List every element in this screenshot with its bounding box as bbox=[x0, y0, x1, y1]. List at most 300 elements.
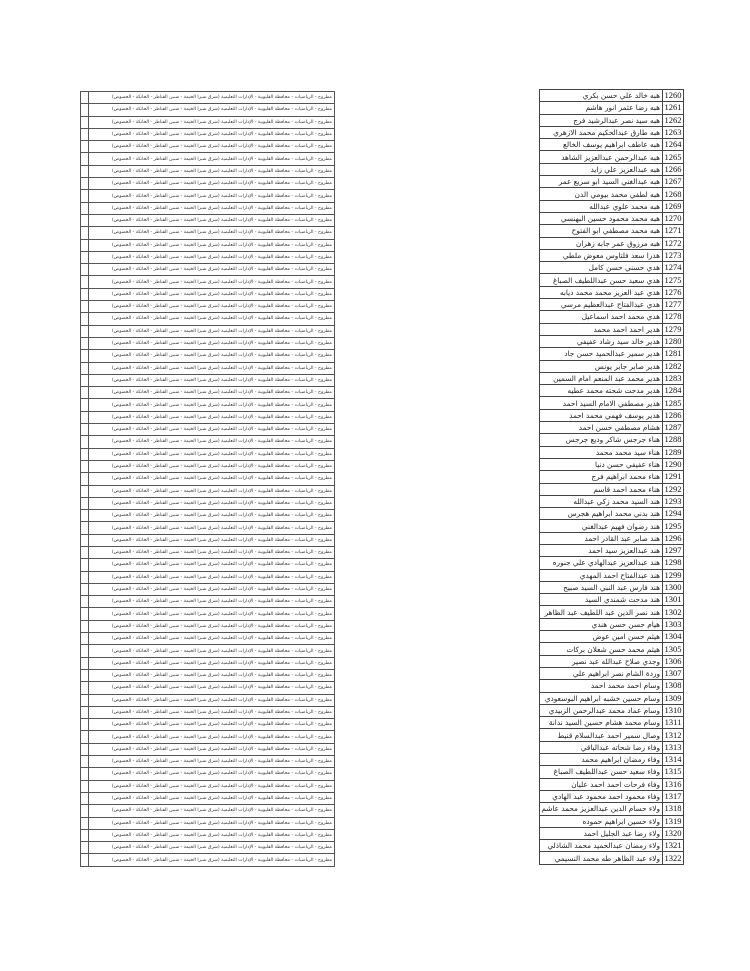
table-row bbox=[540, 348, 684, 360]
table-row bbox=[540, 655, 684, 667]
empty-cell bbox=[81, 756, 89, 768]
empty-cell bbox=[81, 854, 89, 866]
table-row bbox=[540, 360, 684, 372]
serial-number-cell: 1300 bbox=[664, 582, 682, 593]
serial-number-cell: 1274 bbox=[664, 262, 682, 273]
person-name-cell: هناء محمد ابراهيم فرج bbox=[540, 471, 663, 483]
empty-cell bbox=[81, 473, 89, 485]
assignment-cell: مطروح - الرياضيات - محافظة القليوبية - الإدارات التعليمية (شرق شبرا الخيمة - شبين القناطر - الخانكة - الخصوص) bbox=[89, 497, 335, 509]
empty-cell bbox=[81, 829, 89, 841]
person-name-cell: وسام احمد محمد احمد bbox=[540, 680, 663, 692]
person-name-cell: وسام محمد هشام حسين السيد ندانة bbox=[540, 717, 663, 729]
table-row bbox=[81, 756, 335, 768]
table-row bbox=[540, 200, 684, 212]
table-row bbox=[81, 92, 335, 104]
person-name-cell: هند صابر عبد القادر احمد bbox=[540, 532, 663, 544]
empty-cell bbox=[81, 669, 89, 681]
assignment-cell: مطروح - الرياضيات - محافظة القليوبية - الإدارات التعليمية (شرق شبرا الخيمة - شبين القناطر - الخانكة - الخصوص) bbox=[89, 251, 335, 263]
person-name-cell: ولاء حسين ابراهيم حموده bbox=[540, 815, 663, 827]
assignment-cell: مطروح - الرياضيات - محافظة القليوبية - الإدارات التعليمية (شرق شبرا الخيمة - شبين القناطر - الخانكة - الخصوص) bbox=[89, 350, 335, 362]
empty-cell bbox=[81, 719, 89, 731]
table-row bbox=[540, 840, 684, 852]
table-row bbox=[81, 792, 335, 804]
table-row bbox=[81, 510, 335, 522]
empty-cell bbox=[81, 559, 89, 571]
person-name-cell: هند نصر الدين عبد اللطيف عبد الظاهر bbox=[540, 606, 663, 618]
person-name-cell: هناء محمد احمد قاسم bbox=[540, 483, 663, 495]
serial-number-cell: 1289 bbox=[664, 446, 682, 457]
person-name-cell: هبه عاطف ابراهيم يوسف الخالع bbox=[540, 139, 663, 151]
person-name-cell: وجدي صلاح عبدالله عبد نصير bbox=[540, 655, 663, 667]
assignment-cell: مطروح - الرياضيات - محافظة القليوبية - الإدارات التعليمية (شرق شبرا الخيمة - شبين القناطر - الخانكة - الخصوص) bbox=[89, 596, 335, 608]
assignment-cell: مطروح - الرياضيات - محافظة القليوبية - الإدارات التعليمية (شرق شبرا الخيمة - شبين القناطر - الخانكة - الخصوص) bbox=[89, 694, 335, 706]
table-row bbox=[540, 778, 684, 790]
serial-number-cell: 1301 bbox=[664, 594, 682, 605]
assignment-cell: مطروح - الرياضيات - محافظة القليوبية - الإدارات التعليمية (شرق شبرا الخيمة - شبين القناطر - الخانكة - الخصوص) bbox=[89, 669, 335, 681]
person-name-cell: هدي عبد العزيز محمد محمد ديابه bbox=[540, 286, 663, 298]
table-row bbox=[81, 227, 335, 239]
serial-number-cell: 1316 bbox=[664, 778, 682, 789]
serial-number-cell: 1313 bbox=[664, 741, 682, 752]
person-name-cell: هدير يوسف فهمي محمد احمد bbox=[540, 409, 663, 421]
table-row bbox=[81, 571, 335, 583]
assignment-cell: مطروح - الرياضيات - محافظة القليوبية - الإدارات التعليمية (شرق شبرا الخيمة - شبين القناطر - الخانكة - الخصوص) bbox=[89, 842, 335, 854]
table-row bbox=[81, 448, 335, 460]
empty-cell bbox=[81, 546, 89, 558]
assignment-cell: مطروح - الرياضيات - محافظة القليوبية - الإدارات التعليمية (شرق شبرا الخيمة - شبين القناطر - الخانكة - الخصوص) bbox=[89, 362, 335, 374]
assignment-cell: مطروح - الرياضيات - محافظة القليوبية - الإدارات التعليمية (شرق شبرا الخيمة - شبين القناطر - الخانكة - الخصوص) bbox=[89, 214, 335, 226]
assignment-cell: مطروح - الرياضيات - محافظة القليوبية - الإدارات التعليمية (شرق شبرا الخيمة - شبين القناطر - الخانكة - الخصوص) bbox=[89, 768, 335, 780]
names-table bbox=[539, 89, 684, 865]
table-row bbox=[81, 706, 335, 718]
person-name-cell: ولاء رمضان عبدالحميد محمد الشاذلي bbox=[540, 840, 663, 852]
empty-cell bbox=[81, 301, 89, 313]
table-row bbox=[540, 335, 684, 347]
table-row bbox=[540, 790, 684, 802]
table-row bbox=[540, 299, 684, 311]
person-name-cell: هبه طارق عبدالحكيم محمد الازهري bbox=[540, 126, 663, 138]
serial-number-cell: 1271 bbox=[664, 225, 682, 236]
table-row bbox=[540, 237, 684, 249]
empty-cell bbox=[81, 313, 89, 325]
table-row bbox=[540, 176, 684, 188]
serial-number-cell: 1279 bbox=[664, 323, 682, 334]
serial-number-cell: 1267 bbox=[664, 176, 682, 187]
person-name-cell: هند السيد محمد زكي عبدالله bbox=[540, 495, 663, 507]
empty-cell bbox=[81, 399, 89, 411]
table-row bbox=[540, 704, 684, 716]
serial-number-cell: 1288 bbox=[664, 434, 682, 445]
table-row bbox=[540, 372, 684, 384]
empty-cell bbox=[81, 694, 89, 706]
serial-number-cell: 1270 bbox=[664, 213, 682, 224]
table-row bbox=[81, 251, 335, 263]
table-row bbox=[81, 842, 335, 854]
serial-number-cell: 1263 bbox=[664, 127, 682, 138]
person-name-cell: هند بدني محمد ابراهيم هجرس bbox=[540, 508, 663, 520]
serial-number-cell: 1284 bbox=[664, 385, 682, 396]
table-row bbox=[81, 497, 335, 509]
serial-number-cell: 1295 bbox=[664, 520, 682, 531]
serial-number-cell: 1320 bbox=[664, 827, 682, 838]
empty-cell bbox=[81, 264, 89, 276]
serial-number-cell: 1307 bbox=[664, 668, 682, 679]
table-row bbox=[81, 387, 335, 399]
serial-number-cell: 1311 bbox=[663, 717, 684, 729]
empty-cell bbox=[81, 768, 89, 780]
empty-cell bbox=[81, 276, 89, 288]
assignment-cell: مطروح - الرياضيات - محافظة القليوبية - الإدارات التعليمية (شرق شبرا الخيمة - شبين القناطر - الخانكة - الخصوص) bbox=[89, 485, 335, 497]
serial-number-cell: 1309 bbox=[664, 692, 682, 703]
empty-cell bbox=[81, 497, 89, 509]
serial-number-cell: 1283 bbox=[664, 372, 682, 383]
assignment-cell: مطروح - الرياضيات - محافظة القليوبية - الإدارات التعليمية (شرق شبرا الخيمة - شبين القناطر - الخانكة - الخصوص) bbox=[89, 633, 335, 645]
table-row bbox=[540, 569, 684, 581]
person-name-cell: وفاء رضا شحاته عبدالباقي bbox=[540, 741, 663, 753]
assignment-cell: مطروح - الرياضيات - محافظة القليوبية - الإدارات التعليمية (شرق شبرا الخيمة - شبين القناطر - الخانكة - الخصوص) bbox=[89, 608, 335, 620]
empty-cell bbox=[81, 682, 89, 694]
table-row bbox=[81, 620, 335, 632]
person-name-cell: هبه محمد محمود حسين البهنسي bbox=[540, 212, 663, 224]
empty-cell bbox=[81, 448, 89, 460]
assignment-cell: مطروح - الرياضيات - محافظة القليوبية - الإدارات التعليمية (شرق شبرا الخيمة - شبين القناطر - الخانكة - الخصوص) bbox=[89, 227, 335, 239]
empty-cell bbox=[81, 190, 89, 202]
empty-cell bbox=[81, 374, 89, 386]
empty-cell bbox=[81, 141, 89, 153]
person-name-cell: هبه عبدالغني السيد ابو سريع عمر bbox=[540, 176, 663, 188]
table-row bbox=[81, 694, 335, 706]
person-name-cell: هدي محمد احمد اسماعيل bbox=[540, 311, 663, 323]
table-row bbox=[540, 151, 684, 163]
empty-cell bbox=[81, 214, 89, 226]
table-row bbox=[81, 190, 335, 202]
table-row bbox=[81, 780, 335, 792]
assignment-cell: مطروح - الرياضيات - محافظة القليوبية - الإدارات التعليمية (شرق شبرا الخيمة - شبين القناطر - الخانكة - الخصوص) bbox=[89, 473, 335, 485]
table-row bbox=[81, 817, 335, 829]
assignment-cell: مطروح - الرياضيات - محافظة القليوبية - الإدارات التعليمية (شرق شبرا الخيمة - شبين القناطر - الخانكة - الخصوص) bbox=[89, 448, 335, 460]
serial-number-cell: 1306 bbox=[664, 655, 682, 666]
person-name-cell: هشام مصطفي حسن احمد bbox=[540, 422, 663, 434]
table-row bbox=[81, 325, 335, 337]
person-name-cell: وردة الشام نصر ابراهيم علي bbox=[540, 667, 663, 679]
assignment-cell: مطروح - الرياضيات - محافظة القليوبية - الإدارات التعليمية (شرق شبرا الخيمة - شبين القناطر - الخانكة - الخصوص) bbox=[89, 104, 335, 116]
table-row bbox=[81, 214, 335, 226]
table-row bbox=[81, 669, 335, 681]
person-name-cell: هند عبدالعزيز سيد احمد bbox=[540, 544, 663, 556]
serial-number-cell: 1303 bbox=[664, 618, 682, 629]
empty-cell bbox=[81, 842, 89, 854]
serial-number-cell: 1282 bbox=[664, 360, 682, 371]
assignment-cell: مطروح - الرياضيات - محافظة القليوبية - الإدارات التعليمية (شرق شبرا الخيمة - شبين القناطر - الخانكة - الخصوص) bbox=[89, 854, 335, 866]
person-name-cell: هبه مرزوق عمر جابه زهران bbox=[540, 237, 663, 249]
table-row bbox=[540, 827, 684, 839]
table-row bbox=[540, 741, 684, 753]
person-name-cell: هبه عبدالعزيز علي زايد bbox=[540, 163, 663, 175]
table-row bbox=[540, 114, 684, 126]
assignment-cell: مطروح - الرياضيات - محافظة القليوبية - الإدارات التعليمية (شرق شبرا الخيمة - شبين القناطر - الخانكة - الخصوص) bbox=[89, 510, 335, 522]
assignment-cell: مطروح - الرياضيات - محافظة القليوبية - الإدارات التعليمية (شرق شبرا الخيمة - شبين القناطر - الخانكة - الخصوص) bbox=[89, 780, 335, 792]
assignment-cell: مطروح - الرياضيات - محافظة القليوبية - الإدارات التعليمية (شرق شبرا الخيمة - شبين القناطر - الخانكة - الخصوص) bbox=[89, 325, 335, 337]
serial-number-cell: 1321 bbox=[664, 840, 682, 851]
table-row bbox=[81, 436, 335, 448]
empty-cell bbox=[81, 620, 89, 632]
assignment-cell: مطروح - الرياضيات - محافظة القليوبية - الإدارات التعليمية (شرق شبرا الخيمة - شبين القناطر - الخانكة - الخصوص) bbox=[89, 313, 335, 325]
empty-cell bbox=[81, 534, 89, 546]
person-name-cell: هدير احمد احمد محمد bbox=[540, 323, 663, 335]
assignment-cell: مطروح - الرياضيات - محافظة القليوبية - الإدارات التعليمية (شرق شبرا الخيمة - شبين القناطر - الخانكة - الخصوص) bbox=[89, 559, 335, 571]
serial-number-cell: 1261 bbox=[664, 102, 682, 113]
person-name-cell: وفاء رمضان ابراهيم محمد bbox=[540, 754, 663, 766]
table-row bbox=[81, 362, 335, 374]
serial-number-cell: 1319 bbox=[664, 815, 682, 826]
assignment-cell: مطروح - الرياضيات - محافظة القليوبية - الإدارات التعليمية (شرق شبرا الخيمة - شبين القناطر - الخانكة - الخصوص) bbox=[89, 805, 335, 817]
serial-number-cell: 1275 bbox=[664, 274, 682, 285]
serial-number-cell: 1290 bbox=[664, 459, 682, 470]
table-row bbox=[540, 446, 684, 458]
table-row bbox=[540, 163, 684, 175]
empty-cell bbox=[81, 153, 89, 165]
assignment-rows bbox=[81, 92, 335, 867]
table-row bbox=[81, 805, 335, 817]
table-row bbox=[540, 262, 684, 274]
assignment-cell: مطروح - الرياضيات - محافظة القليوبية - الإدارات التعليمية (شرق شبرا الخيمة - شبين القناطر - الخانكة - الخصوص) bbox=[89, 178, 335, 190]
empty-cell bbox=[81, 325, 89, 337]
table-row bbox=[540, 90, 684, 102]
person-name-cell: هبه عبدالرحمن عبدالعزيز الشاهد bbox=[540, 151, 663, 163]
table-row bbox=[540, 286, 684, 298]
table-row bbox=[540, 212, 684, 224]
person-name-cell: ولاء عبد الظاهر طه محمد النسيمي bbox=[540, 852, 663, 864]
person-name-cell: هبه محمد مصطفي ابو الفتوح bbox=[540, 225, 663, 237]
serial-number-cell: 1278 bbox=[664, 311, 682, 322]
table-row bbox=[81, 657, 335, 669]
assignment-cell: مطروح - الرياضيات - محافظة القليوبية - الإدارات التعليمية (شرق شبرا الخيمة - شبين القناطر - الخانكة - الخصوص) bbox=[89, 571, 335, 583]
person-name-cell: هدير محمد عبد المنعم امام السمين bbox=[540, 372, 663, 384]
person-name-cell: هيام حسن حسن هندي bbox=[540, 618, 663, 630]
empty-cell bbox=[81, 350, 89, 362]
assignment-cell: مطروح - الرياضيات - محافظة القليوبية - الإدارات التعليمية (شرق شبرا الخيمة - شبين القناطر - الخانكة - الخصوص) bbox=[89, 731, 335, 743]
empty-cell bbox=[81, 583, 89, 595]
person-name-cell: هدير صابر جابر يونس bbox=[540, 360, 663, 372]
empty-cell bbox=[81, 92, 89, 104]
table-row bbox=[81, 399, 335, 411]
person-name-cell: هند رضوان فهيم عبدالغني bbox=[540, 520, 663, 532]
empty-cell bbox=[81, 460, 89, 472]
table-row bbox=[540, 520, 684, 532]
table-row bbox=[540, 409, 684, 421]
assignment-cell: مطروح - الرياضيات - محافظة القليوبية - الإدارات التعليمية (شرق شبرا الخيمة - شبين القناطر - الخانكة - الخصوص) bbox=[89, 460, 335, 472]
empty-cell bbox=[81, 706, 89, 718]
table-row bbox=[540, 397, 684, 409]
table-row bbox=[81, 411, 335, 423]
person-name-cell: هند عبدالفتاح احمد المهدي bbox=[540, 569, 663, 581]
serial-number-cell: 1287 bbox=[664, 422, 682, 433]
assignment-cell: مطروح - الرياضيات - محافظة القليوبية - الإدارات التعليمية (شرق شبرا الخيمة - شبين القناطر - الخانكة - الخصوص) bbox=[89, 829, 335, 841]
serial-number-cell: 1302 bbox=[664, 606, 682, 617]
person-name-cell: وفاء فرحات احمد احمد عليان bbox=[540, 778, 663, 790]
serial-number-cell: 1292 bbox=[664, 483, 682, 494]
table-row bbox=[81, 522, 335, 534]
table-row bbox=[81, 743, 335, 755]
serial-number-cell: 1299 bbox=[664, 569, 682, 580]
assignment-cell: مطروح - الرياضيات - محافظة القليوبية - الإدارات التعليمية (شرق شبرا الخيمة - شبين القناطر - الخانكة - الخصوص) bbox=[89, 411, 335, 423]
table-row bbox=[540, 692, 684, 704]
serial-number-cell: 1268 bbox=[664, 188, 682, 199]
empty-cell bbox=[81, 780, 89, 792]
person-name-cell: ولاء رضا عبد الجليل احمد bbox=[540, 827, 663, 839]
empty-cell bbox=[81, 608, 89, 620]
table-row bbox=[81, 473, 335, 485]
serial-number-cell: 1281 bbox=[664, 348, 682, 359]
table-row bbox=[540, 815, 684, 827]
serial-number-cell: 1286 bbox=[664, 409, 682, 420]
person-name-cell: هدرا سعد فلتاوس معوض ملطي bbox=[540, 249, 663, 261]
empty-cell bbox=[81, 337, 89, 349]
table-row bbox=[81, 546, 335, 558]
table-row bbox=[81, 559, 335, 571]
serial-number-cell: 1273 bbox=[664, 250, 682, 260]
serial-number-cell: 1298 bbox=[664, 557, 682, 568]
table-row bbox=[540, 323, 684, 335]
table-row bbox=[81, 424, 335, 436]
assignment-cell: مطروح - الرياضيات - محافظة القليوبية - الإدارات التعليمية (شرق شبرا الخيمة - شبين القناطر - الخانكة - الخصوص) bbox=[89, 546, 335, 558]
serial-number-cell: 1308 bbox=[664, 680, 682, 691]
empty-cell bbox=[81, 571, 89, 583]
assignment-cell: مطروح - الرياضيات - محافظة القليوبية - الإدارات التعليمية (شرق شبرا الخيمة - شبين القناطر - الخانكة - الخصوص) bbox=[89, 706, 335, 718]
names-rows bbox=[540, 90, 684, 865]
person-name-cell: هبه خالد علي حسن بكري bbox=[540, 90, 663, 102]
person-name-cell: هبه رضا عثمر انور هاشم bbox=[540, 102, 663, 114]
person-name-cell: هند مدحت شمندي السيد bbox=[540, 594, 663, 606]
serial-number-cell: 1294 bbox=[664, 508, 682, 519]
table-row bbox=[81, 731, 335, 743]
serial-number-cell: 1314 bbox=[664, 754, 682, 765]
assignment-cell: مطروح - الرياضيات - محافظة القليوبية - الإدارات التعليمية (شرق شبرا الخيمة - شبين القناطر - الخانكة - الخصوص) bbox=[89, 424, 335, 436]
table-row bbox=[81, 719, 335, 731]
serial-number-cell: 1264 bbox=[664, 139, 682, 150]
table-row bbox=[81, 854, 335, 866]
assignment-cell: مطروح - الرياضيات - محافظة القليوبية - الإدارات التعليمية (شرق شبرا الخيمة - شبين القناطر - الخانكة - الخصوص) bbox=[89, 719, 335, 731]
table-row bbox=[540, 717, 684, 729]
empty-cell bbox=[81, 165, 89, 177]
table-row bbox=[540, 581, 684, 593]
assignment-cell: مطروح - الرياضيات - محافظة القليوبية - الإدارات التعليمية (شرق شبرا الخيمة - شبين القناطر - الخانكة - الخصوص) bbox=[89, 387, 335, 399]
person-name-cell: هدير خالد سيد رشاد عفيفي bbox=[540, 335, 663, 347]
empty-cell bbox=[81, 805, 89, 817]
empty-cell bbox=[81, 743, 89, 755]
table-row bbox=[540, 852, 684, 864]
table-row bbox=[540, 311, 684, 323]
empty-cell bbox=[81, 104, 89, 116]
table-row bbox=[540, 495, 684, 507]
person-name-cell: هدي حسني حسن كامل bbox=[540, 262, 663, 274]
assignment-cell: مطروح - الرياضيات - محافظة القليوبية - الإدارات التعليمية (شرق شبرا الخيمة - شبين القناطر - الخانكة - الخصوص) bbox=[89, 141, 335, 153]
table-row bbox=[540, 508, 684, 520]
assignment-cell: مطروح - الرياضيات - محافظة القليوبية - الإدارات التعليمية (شرق شبرا الخيمة - شبين القناطر - الخانكة - الخصوص) bbox=[89, 399, 335, 411]
serial-number-cell: 1276 bbox=[664, 286, 682, 297]
table-row bbox=[81, 645, 335, 657]
table-row bbox=[540, 766, 684, 778]
serial-number-cell: 1317 bbox=[664, 791, 682, 802]
empty-cell bbox=[81, 116, 89, 128]
empty-cell bbox=[81, 645, 89, 657]
table-row bbox=[81, 829, 335, 841]
person-name-cell: هيثم حسن امين عوض bbox=[540, 631, 663, 643]
assignment-cell: مطروح - الرياضيات - محافظة القليوبية - الإدارات التعليمية (شرق شبرا الخيمة - شبين القناطر - الخانكة - الخصوص) bbox=[89, 153, 335, 165]
assignment-cell: مطروح - الرياضيات - محافظة القليوبية - الإدارات التعليمية (شرق شبرا الخيمة - شبين القناطر - الخانكة - الخصوص) bbox=[89, 202, 335, 214]
empty-cell bbox=[81, 362, 89, 374]
empty-cell bbox=[81, 657, 89, 669]
table-row bbox=[540, 434, 684, 446]
empty-cell bbox=[81, 387, 89, 399]
serial-number-cell: 1272 bbox=[664, 237, 682, 248]
table-row bbox=[81, 141, 335, 153]
serial-number-cell: 1293 bbox=[664, 495, 682, 506]
empty-cell bbox=[81, 128, 89, 140]
serial-number-cell: 1262 bbox=[664, 114, 682, 125]
person-name-cell: هبه سيد نصر عبدالرشيد فرج bbox=[540, 114, 663, 126]
assignment-cell: مطروح - الرياضيات - محافظة القليوبية - الإدارات التعليمية (شرق شبرا الخيمة - شبين القناطر - الخانكة - الخصوص) bbox=[89, 645, 335, 657]
assignment-cell: مطروح - الرياضيات - محافظة القليوبية - الإدارات التعليمية (شرق شبرا الخيمة - شبين القناطر - الخانكة - الخصوص) bbox=[89, 792, 335, 804]
table-row bbox=[81, 633, 335, 645]
assignment-cell: مطروح - الرياضيات - محافظة القليوبية - الإدارات التعليمية (شرق شبرا الخيمة - شبين القناطر - الخانكة - الخصوص) bbox=[89, 620, 335, 632]
table-row bbox=[540, 471, 684, 483]
table-row bbox=[540, 139, 684, 151]
table-row bbox=[540, 544, 684, 556]
table-row bbox=[81, 608, 335, 620]
assignment-cell: مطروح - الرياضيات - محافظة القليوبية - الإدارات التعليمية (شرق شبرا الخيمة - شبين القناطر - الخانكة - الخصوص) bbox=[89, 116, 335, 128]
empty-cell bbox=[81, 485, 89, 497]
assignment-cell: مطروح - الرياضيات - محافظة القليوبية - الإدارات التعليمية (شرق شبرا الخيمة - شبين القناطر - الخانكة - الخصوص) bbox=[89, 534, 335, 546]
empty-cell bbox=[81, 251, 89, 263]
person-name-cell: هيثم محمد حسن شعلان بركات bbox=[540, 643, 663, 655]
person-name-cell: هناء سيد محمد محمد bbox=[540, 446, 663, 458]
table-row bbox=[81, 768, 335, 780]
table-row bbox=[540, 532, 684, 544]
table-row bbox=[81, 313, 335, 325]
table-row bbox=[540, 102, 684, 114]
table-row bbox=[540, 618, 684, 630]
empty-cell bbox=[81, 411, 89, 423]
person-name-cell: هدير سمير عبدالحميد حسن جاد bbox=[540, 348, 663, 360]
table-row bbox=[81, 288, 335, 300]
table-row bbox=[81, 583, 335, 595]
empty-cell bbox=[81, 239, 89, 251]
table-row bbox=[81, 596, 335, 608]
empty-cell bbox=[81, 510, 89, 522]
table-row bbox=[81, 264, 335, 276]
serial-number-cell: 1310 bbox=[664, 704, 682, 715]
serial-number-cell: 1280 bbox=[664, 336, 682, 347]
empty-cell bbox=[81, 436, 89, 448]
table-row bbox=[540, 557, 684, 569]
person-name-cell: وسام عماد محمد عبدالرحمن الزبيدي bbox=[540, 704, 663, 716]
empty-cell bbox=[81, 792, 89, 804]
assignment-cell: مطروح - الرياضيات - محافظة القليوبية - الإدارات التعليمية (شرق شبرا الخيمة - شبين القناطر - الخانكة - الخصوص) bbox=[89, 337, 335, 349]
person-name-cell: وفاء سعيد حسن عبداللطيف الصباغ bbox=[540, 766, 663, 778]
person-name-cell: ولاء حسام الدين عبدالعزيز محمد عاشم bbox=[540, 803, 663, 815]
empty-cell bbox=[81, 596, 89, 608]
assignment-cell: مطروح - الرياضيات - محافظة القليوبية - الإدارات التعليمية (شرق شبرا الخيمة - شبين القناطر - الخانكة - الخصوص) bbox=[89, 682, 335, 694]
empty-cell bbox=[81, 633, 89, 645]
person-name-cell: وصال سمير احمد عبدالسلام قنيط bbox=[540, 729, 663, 741]
serial-number-cell: 1260 bbox=[664, 90, 682, 101]
table-row bbox=[540, 631, 684, 643]
assignment-cell: مطروح - الرياضيات - محافظة القليوبية - الإدارات التعليمية (شرق شبرا الخيمة - شبين القناطر - الخانكة - الخصوص) bbox=[89, 92, 335, 104]
assignment-cell: مطروح - الرياضيات - محافظة القليوبية - الإدارات التعليمية (شرق شبرا الخيمة - شبين القناطر - الخانكة - الخصوص) bbox=[89, 756, 335, 768]
empty-cell bbox=[81, 178, 89, 190]
table-row bbox=[540, 483, 684, 495]
